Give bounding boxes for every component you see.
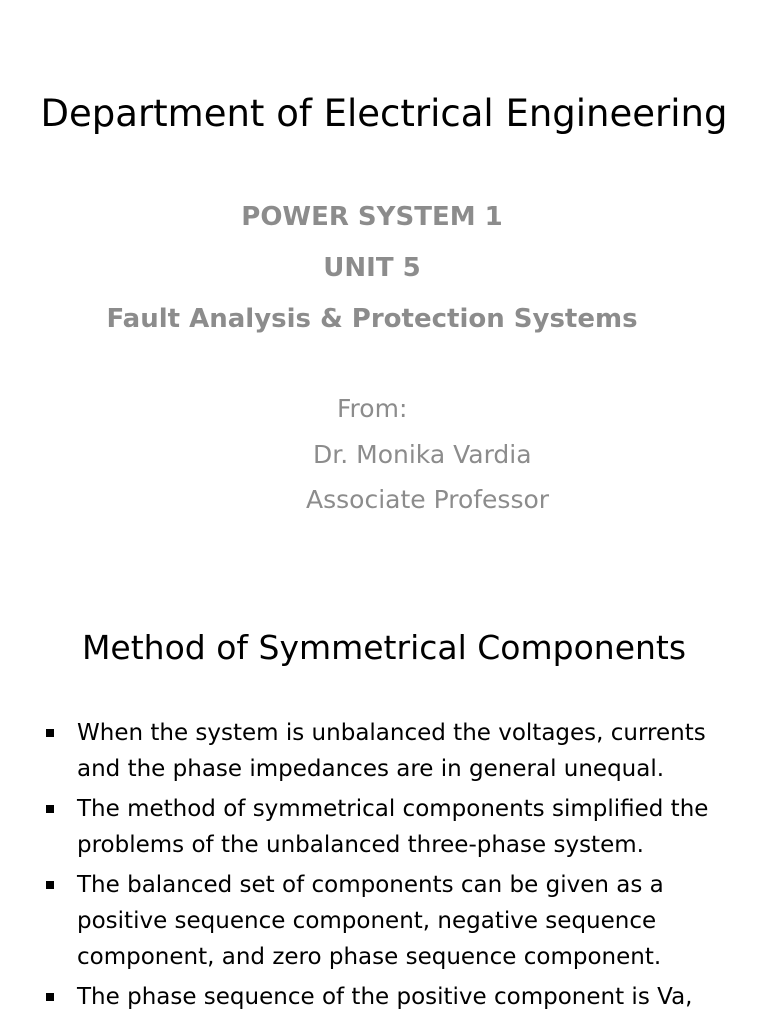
course-subtitle bbox=[0, 192, 744, 345]
author-name: Dr. Monika Vardia bbox=[313, 440, 532, 469]
bullet-list bbox=[0, 715, 768, 1019]
square-bullet-icon bbox=[46, 729, 54, 737]
square-bullet-icon bbox=[46, 993, 54, 1001]
course-name: POWER SYSTEM 1 bbox=[241, 202, 503, 232]
slide-title: Method of Symmetrical Components bbox=[81, 628, 687, 667]
department-title: Department of Electrical Engineering bbox=[40, 92, 728, 135]
bullet-text: The balanced set of components can be given as a positive sequence component, negative sequence component, and zero phase sequence component. bbox=[77, 872, 664, 970]
list-item bbox=[0, 867, 768, 975]
unit-topic: Fault Analysis & Protection Systems bbox=[106, 304, 638, 334]
list-item bbox=[0, 715, 768, 787]
list-item bbox=[0, 979, 768, 1015]
list-item bbox=[0, 791, 768, 863]
from-label: From: bbox=[337, 394, 408, 423]
bullet-text: The phase sequence of the positive component is Va, bbox=[77, 984, 693, 1010]
square-bullet-icon bbox=[46, 805, 54, 813]
square-bullet-icon bbox=[46, 881, 54, 889]
author-role: Associate Professor bbox=[306, 485, 550, 514]
content-slide bbox=[0, 576, 768, 1024]
bullet-text: The method of symmetrical components simplified the problems of the unbalanced three-phase system. bbox=[77, 796, 709, 858]
bullet-text: When the system is unbalanced the voltages, currents and the phase impedances are in general unequal. bbox=[77, 720, 706, 782]
unit-number: UNIT 5 bbox=[323, 253, 421, 283]
